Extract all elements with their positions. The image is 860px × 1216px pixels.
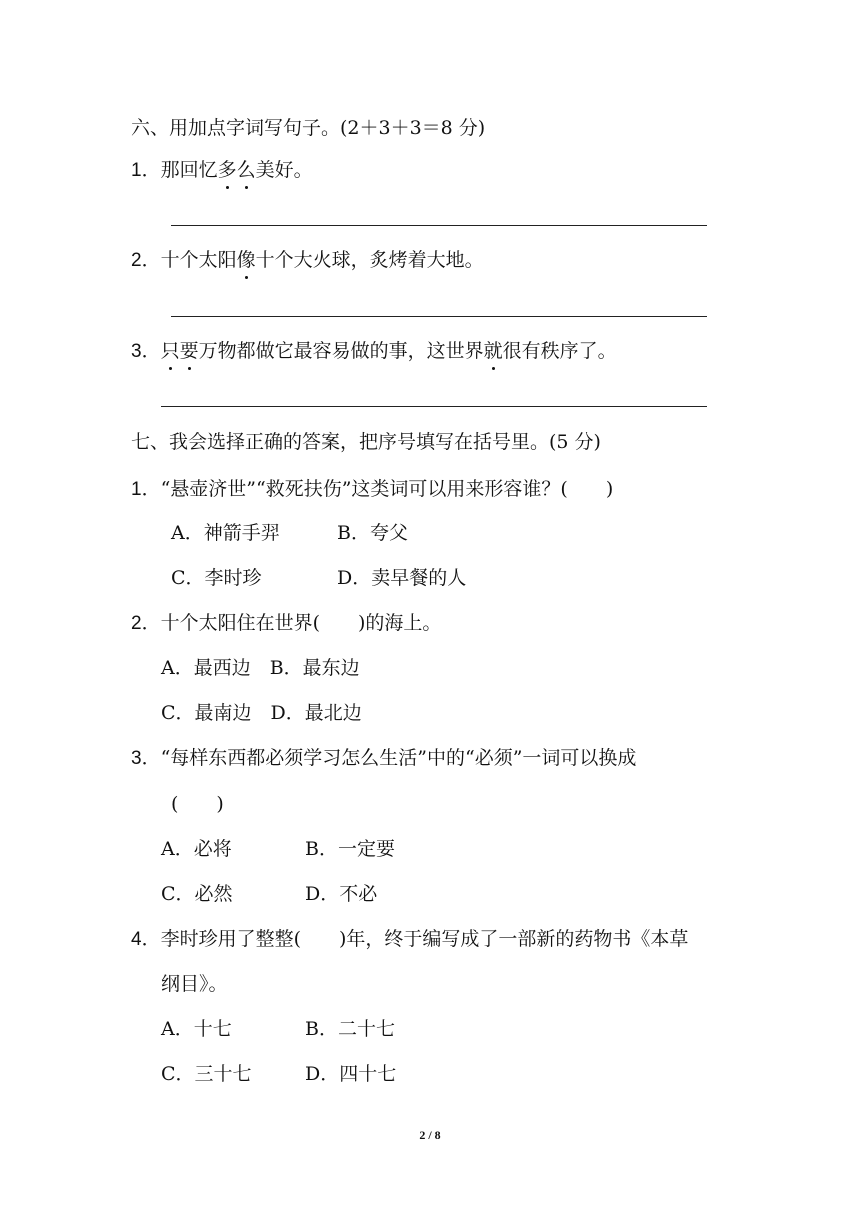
options-ab[interactable]: A．最西边 B．最东边	[161, 657, 360, 679]
option-c[interactable]: C．三十七	[161, 1063, 252, 1085]
dotted-char: 像	[236, 249, 256, 271]
answer-paren[interactable]: ( )	[171, 793, 224, 815]
s7-question-4	[131, 927, 688, 952]
question-text: “悬壶济世”“救死扶伤”这类词可以用来形容谁？( )	[160, 478, 614, 500]
sentence-text: 那回忆	[160, 159, 218, 181]
question-number: 3．	[131, 341, 161, 362]
question-continuation: 纲目》。	[161, 973, 228, 995]
question-text: 李时珍用了整整( )年，终于编写成了一部新的药物书《本草	[160, 928, 689, 950]
answer-line-2[interactable]	[171, 316, 707, 317]
option-d[interactable]: D．四十七	[305, 1063, 397, 1085]
s7-question-1	[131, 477, 613, 502]
dotted-char: 要	[179, 340, 199, 362]
option-b[interactable]: B．二十七	[305, 1018, 395, 1040]
option-a[interactable]: A．必将	[161, 838, 232, 860]
question-number: 3．	[131, 748, 161, 769]
sentence-text: 美好。	[255, 159, 313, 181]
option-d[interactable]: D．卖早餐的人	[337, 567, 467, 589]
dotted-char: 么	[236, 159, 256, 181]
options-cd[interactable]: C．最南边 D．最北边	[161, 702, 362, 724]
dotted-char: 多	[217, 159, 237, 181]
answer-line-1[interactable]	[171, 225, 707, 226]
option-a[interactable]: A．神箭手羿	[171, 522, 280, 544]
s6-question-1	[131, 158, 313, 183]
option-d[interactable]: D．不必	[305, 883, 378, 905]
s7-question-2	[131, 611, 441, 636]
dotted-char: 就	[483, 340, 503, 362]
option-b[interactable]: B．夸父	[337, 522, 408, 544]
s6-question-2	[131, 248, 484, 273]
section-6-title: 六、用加点字词写句子。(2＋3＋3＝8 分)	[131, 117, 486, 139]
question-text: “每样东西都必须学习怎么生活”中的“必须”一词可以换成	[160, 747, 637, 769]
question-text: 十个太阳住在世界( )的海上。	[160, 612, 442, 634]
question-number: 1．	[131, 479, 161, 500]
sentence-text: 十个太阳	[160, 249, 237, 271]
sentence-text: 十个大火球，炙烤着大地。	[255, 249, 484, 271]
section-7-title: 七、我会选择正确的答案，把序号填写在括号里。(5 分)	[131, 431, 601, 453]
s6-question-3	[131, 339, 617, 364]
option-b[interactable]: B．一定要	[305, 838, 395, 860]
question-number: 2．	[131, 250, 161, 271]
sentence-text: 很有秩序了。	[502, 340, 617, 362]
page-number: 2 / 8	[419, 1128, 441, 1142]
question-number: 1．	[131, 160, 161, 181]
sentence-text: 万物都做它最容易做的事，这世界	[198, 340, 484, 362]
option-c[interactable]: C．李时珍	[171, 567, 262, 589]
answer-line-3[interactable]	[161, 406, 707, 407]
s7-question-3	[131, 746, 636, 771]
question-number: 2．	[131, 613, 161, 634]
option-c[interactable]: C．必然	[161, 883, 233, 905]
dotted-char: 只	[160, 340, 180, 362]
option-a[interactable]: A．十七	[161, 1018, 232, 1040]
question-number: 4．	[131, 929, 161, 950]
